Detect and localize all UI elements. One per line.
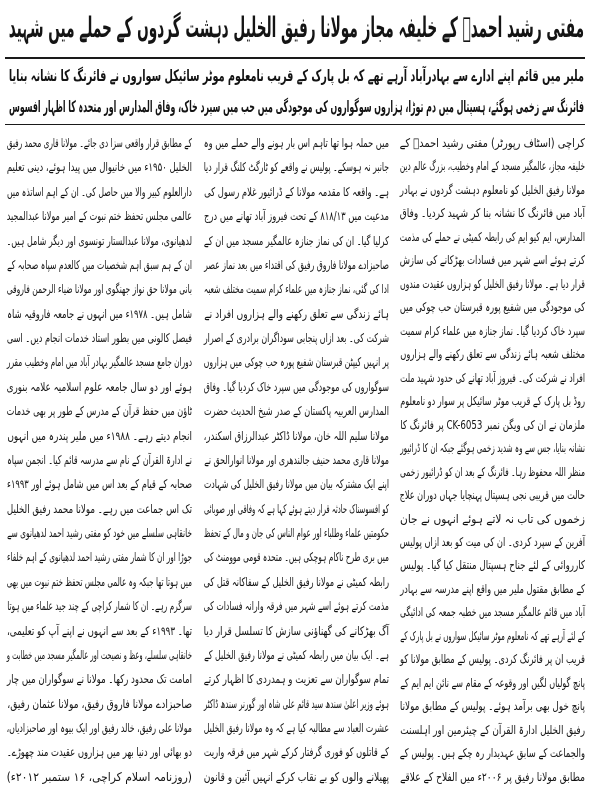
article-line: افراد نے شرکت کی۔ فیروز آباد تھانے کی حدود شہید ملت — [400, 370, 585, 385]
article-line: جانبر نہ ہوسکے۔ پولیس نے واقعے کو ٹارگٹ کلنگ قرار دیا — [203, 160, 389, 175]
article-line: لدھیانوی، مولانا عبدالستار تونسوی اور دیگر شامل ہیں۔ — [6, 233, 192, 248]
source-credit: (روزنامہ اسلام کراچی، ۱۶ ستمبر ۲۰۱۲ء) — [6, 769, 192, 784]
article-line: منظر اللہ محفوظ رہا۔ فائرنگ کے بعد ان کو ڈرائیور زخمی — [399, 464, 585, 479]
article-line: مولانا علی رفیق، خالد رفیق اور ایک بیوہ اور صاحبزادیاں، — [6, 721, 192, 735]
article-line: کارروائی کے لئے جناح ہسپتال منتقل کیا گیا۔ پولیس — [400, 558, 585, 573]
article-line: میں بری طرح ناکام ہوچکی ہیں۔ متحدہ قومی موومنٹ کی — [203, 550, 389, 565]
article-line: مولانا سلیم اللہ خان، مولانا ڈاکٹر عبدالرزاق اسکندر، — [203, 428, 389, 443]
article-line: آگ بھڑکانے کی گھناؤنی سازش کا تسلسل قرار دیا — [203, 623, 389, 638]
article-line: مطابق مولانا رفیق پر ۲۰۰۶ء میں الفلاح کے علاقے — [400, 769, 585, 784]
headline: مفتی رشید احمدؒ کے خلیفہ مجاز مولانا رفیق الخلیل دہشت گردوں کے حملے میں شہید — [8, 11, 584, 44]
article-line: کے قاتلوں کو فوری گرفتار کرکے شہر میں فرقہ واریت — [203, 745, 389, 760]
article-line: پھیلانے والوں کو بے نقاب کرکے انہیں آئین و قانون — [203, 769, 389, 784]
article-line: زخموں کی تاب نہ لاتے ہوئے انہوں نے جان — [400, 511, 585, 526]
article-line: حکومتیں علماء وطلباء اور عوام الناس کی جان و مال کے تحفظ — [203, 526, 389, 540]
article-line: سرگرم رہے۔ ان کا شمار کراچی کے چند جید علماء میں ہوتا — [7, 599, 192, 614]
article-line: ہوئے اور دو سال جامعہ علوم اسلامیہ علامہ بنوری — [6, 379, 193, 394]
article-line: پانچ گولیاں لگیں اور وقوعہ کے مقام سے نائن ایم ایم کے — [400, 675, 585, 690]
article-line: عالمی مجلس تحفظ ختم نبوت کے امیر مولانا عبدالمجید — [6, 209, 192, 224]
article-line: بانی مولانا حق نواز جھنگوی اور مولانا ضیاء الرحمن فاروقی — [6, 282, 192, 297]
article-line: دو بھائی اور دنیا بھر میں ہزاروں عقیدت مند چھوڑے۔ — [6, 745, 192, 760]
article-line: آباد میں فائرنگ کا نشانہ بنا کر شہید کردیا۔ وفاق — [399, 206, 585, 221]
article-line: دوران جامع مسجد عالمگیر بہادر آباد میں امام وخطیب مقرر — [6, 355, 193, 370]
article-line: نے ادارۃ القرآن کے نام سے مدرسہ قائم کیا۔ انجمن سپاہ — [7, 452, 192, 467]
article-line: الخلیل ۱۹۵۰ء میں خانیوال میں پیدا ہوئے، دینی تعلیم — [6, 160, 192, 175]
article-line: ادا کی گئی، نماز جنازہ میں علماء کرام سمیت مختلف شعبہ — [203, 282, 389, 297]
article-line: رابطہ کمیٹی نے مولانا رفیق الخلیل کے سفاکانہ قتل کی — [203, 574, 389, 589]
article-line: کی موجودگی میں شفیع پورہ قبرستان حب چوکی میں — [399, 300, 585, 315]
article-line: والجماعت کے سابق عہدیدار رہ چکے ہیں۔ پولیس کے — [399, 746, 585, 761]
article-line: مختلف شعبہ ہائے زندگی سے تعلق رکھنے والے ہزاروں — [400, 347, 585, 362]
article-line: روڈ بل پارک کے قریب موٹر سائیکل پر سوار دو نامعلوم — [400, 394, 585, 409]
article-line: دارالعلوم کبیر والا میں حاصل کی۔ ان کے اہم اساتذہ میں — [6, 184, 192, 199]
article-line: فیصل کالونی میں بطور استاد خدمات انجام دیں۔ اسی — [6, 331, 192, 345]
article-line: ہے۔ ایک بیان میں رابطہ کمیٹی نے مولانا رفیق الخلیل کے — [204, 647, 389, 662]
article-line: تک اس جماعت میں رہے۔ مولانا محمد رفیق الخلیل — [6, 501, 192, 516]
article-line: المدارس العربیہ پاکستان کے صدر شیخ الحدیث حضرت — [203, 404, 389, 419]
article-line: شامل ہیں۔ ۱۹۷۸ء میں انہوں نے جامعہ فاروقیہ شاہ — [7, 306, 192, 321]
headline-rule — [5, 57, 585, 59]
article-line: صحابہ کے قیام کے بعد اس میں شامل ہوئے اور ۱۹۹۳ء — [7, 477, 192, 492]
article-line: جوڑا اور ان کا شمار مفتی رشید احمد لدھیانوی کے اہم خلفاء — [7, 550, 192, 565]
article-line: قرار دیا ہے۔ مولانا رفیق الخلیل کو ہزاروں عقیدت مندوں — [399, 276, 585, 291]
article-line: ملزمان نے ان کی ویگن نمبر CK-6053 پر فائرنگ کا — [400, 417, 585, 432]
article-line: صاحبزادے مولانا فاروق رفیق کی اقتداء میں بعد نماز عصر — [204, 257, 389, 272]
article-line: آفرین کے سپرد کردی۔ ان کی میت کو بعد ازاں پولیس — [399, 534, 585, 549]
article-line: رفیق الخلیل ادارۃ القرآن کے چیئرمین اور اہلسنت — [400, 722, 585, 737]
article-line: خانقاہی سلسلے میں خود کو مفتی رشید احمد لدھیانوی سے — [7, 526, 192, 540]
article-line: پر انہیں کیپٹن قبرستان شفیع پورہ حب چوکی میں ہزاروں — [203, 355, 389, 370]
article-column-2 — [203, 133, 389, 788]
article-line: مولانا قاری محمد حنیف جالندھری اور مولانا انوارالحق نے — [204, 452, 389, 467]
article-line: تمام سوگواران سے تعزیت و ہمدردی کا اظہار کرتے — [203, 672, 389, 687]
article-line: خانقاہی سلسلے، وعظ و نصیحت اور عالمگیر مسجد میں خطابت و — [6, 647, 193, 662]
subheadline-1: ملیر میں قائم اپنے ادارے سے بہادرآباد آرہے تھے کہ بل پارک کے قریب نامعلوم موٹر سائیکل سواروں نے فائرنگ کا نشانہ بنایا — [8, 66, 584, 85]
subheadline-rule — [5, 124, 585, 125]
article-line: خلیفہ مجاز، عالمگیر مسجد کے امام وخطیب، بزرگ عالم دین — [399, 159, 585, 174]
article-line: امامت تک محدود رکھا۔ مولانا نے سوگواران میں چار — [7, 672, 192, 687]
article-line: سپرد خاک کردیا گیا۔ نماز جنازہ میں علماء کرام سمیت — [400, 323, 585, 338]
article-line: کو افسوسناک حادثہ قرار دیتے ہوئے کہا ہے کہ وفاقی اور صوبائی — [203, 501, 389, 516]
article-line: کرلیا گیا۔ ان کی نماز جنازہ عالمگیر مسجد میں ان کے — [203, 233, 389, 248]
article-line: حالت میں قریبی نجی ہسپتال پہنچایا جہاں دوران علاج — [399, 488, 585, 503]
article-line: انجام دیتے رہے۔ ۱۹۸۸ء میں ملیر پندرہ میں انہوں — [7, 428, 192, 443]
article-line: مولانا رفیق الخلیل کو نامعلوم دہشت گردوں نے بہادر — [399, 182, 585, 197]
article-line: تھا۔ ۱۹۹۳ء کے بعد سے انہوں نے اپنے آپ کو تعلیمی، — [7, 623, 192, 638]
article-line: ٹاؤن میں حفظ قرآن کے مدرس کے طور پر بھی خدمات — [6, 404, 192, 419]
article-line: کراچی (اسٹاف رپورٹر) مفتی رشید احمدؒ کے — [399, 136, 585, 150]
article-line: میں ہوتا تھا جبکہ وہ عالمی مجلس تحفظ ختم نبوت میں بھی — [6, 574, 192, 589]
article-line: کے لئے آرہے تھے کہ نامعلوم موٹر سائیکل سواروں نے بل پارک کے — [400, 628, 585, 643]
article-column-1 — [399, 133, 585, 788]
article-line: آباد میں قائم عالمگیر مسجد میں خطبہ جمعہ کی ادائیگی — [399, 605, 585, 620]
article-column-3 — [6, 133, 192, 788]
article-line: کے مطابق قرار واقعی سزا دی جائے۔ مولانا قاری محمد رفیق — [6, 136, 192, 150]
article-line: مدعیت میں ۸۱۸/۱۳ کے تحت فیروز آباد تھانے میں درج — [203, 209, 389, 224]
article-line: پانچ خول بھی برآمد ہوئے۔ پولیس کے مطابق مولانا — [399, 699, 585, 714]
article-line: ہے۔ واقعہ کا مقدمہ مولانا کے ڈرائیور غلام رسول کی — [204, 184, 389, 199]
article-line: المدارس، ایم کیو ایم کی رابطہ کمیٹی نے حملے کی مذمت — [399, 229, 585, 244]
article-line: میں حملہ ہوا تھا تاہم اس بار ہونے والے حملے میں وہ — [203, 136, 389, 150]
article-line: عشرت العباد سے مطالبہ کیا ہے کہ وہ مولانا رفیق الخلیل — [203, 721, 389, 735]
article-line: مذمت کرتے ہوئے اسے شہر میں فرقہ وارانہ فسادات کی — [203, 599, 389, 614]
article-line: ہائے زندگی سے تعلق رکھنے والے ہزاروں افراد نے — [204, 306, 389, 321]
article-line: اپنے ایک مشترکہ بیان میں مولانا رفیق الخلیل کی شہادت — [203, 477, 389, 492]
article-line: کے مطابق مقتول ملیر میں واقع اپنے مدرسہ سے بہادر — [400, 581, 585, 596]
article-line: سوگواروں کی موجودگی میں سپرد خاک کردیا گیا۔ وفاق — [203, 379, 389, 394]
article-line: صاحبزادے مولانا فاروق رفیق، مولانا عثمان رفیق، — [7, 696, 192, 711]
article-line: کرتے ہوئے اسے شہر میں فسادات بھڑکانے کی سازش — [399, 253, 585, 268]
article-line: ان کے ہم سبق اہم شخصیات میں کالعدم سپاہ صحابہ کے — [7, 257, 192, 272]
article-line: قریب ان پر فائرنگ کردی۔ پولیس کے مطابق مولانا کو — [399, 652, 585, 667]
article-line: شرکت کی۔ بعد ازاں پنجابی سوداگران برادری کے اصرار — [203, 331, 389, 345]
article-line: نشانہ بنایا، جس سے وہ شدید زخمی ہوگئے جبکہ ان کا ڈرائیور — [400, 441, 585, 456]
subheadline-2: فائرنگ سے زخمی ہوگئے، ہسپتال میں دم توڑا، ہزاروں سوگواروں کی موجودگی میں حب میں سپرد خاک، وفاق المدارس اور متحدہ کا اظہار افسوس — [8, 97, 584, 116]
article-line: ہوئے وزیر اعلیٰ سندھ سید قائم علی شاہ اور گورنر سندھ ڈاکٹر — [203, 696, 389, 711]
